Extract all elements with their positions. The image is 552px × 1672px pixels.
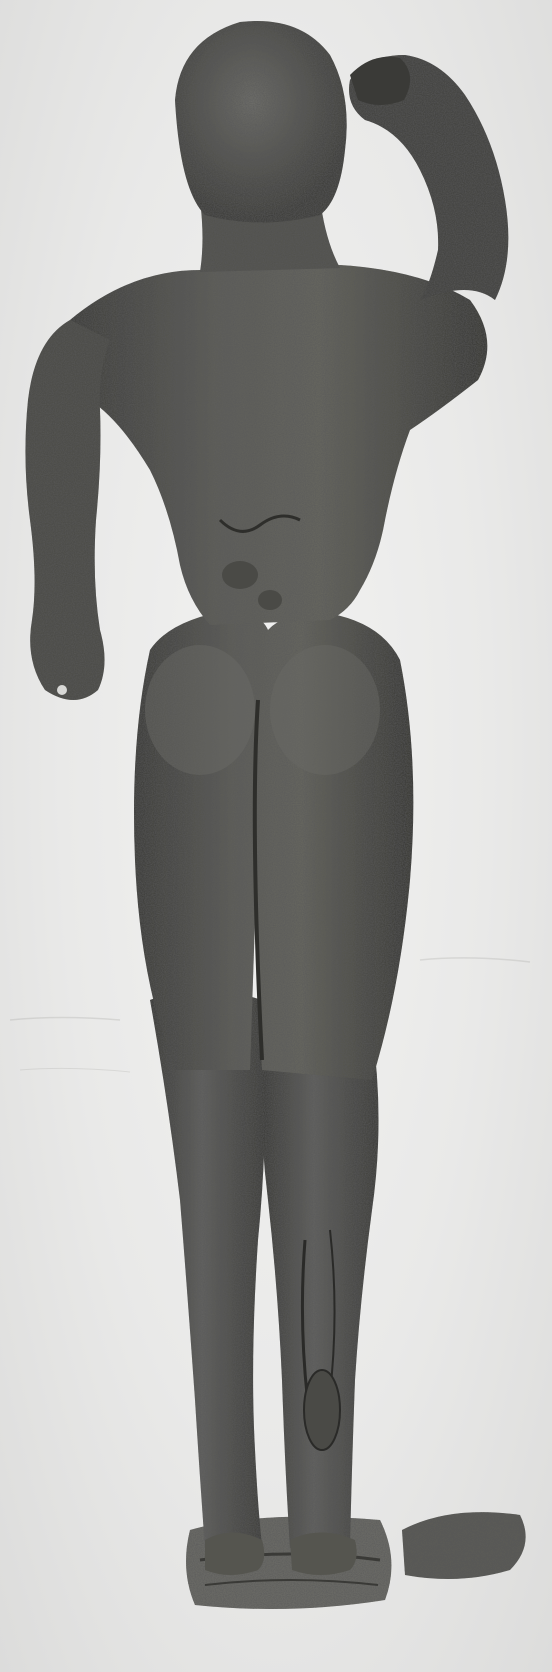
torso — [68, 265, 488, 625]
left-leg — [150, 990, 265, 1575]
right-leg — [261, 1027, 379, 1575]
head — [175, 21, 347, 223]
right-arm — [349, 55, 508, 300]
hips — [134, 610, 413, 1080]
left-arm — [25, 320, 110, 700]
